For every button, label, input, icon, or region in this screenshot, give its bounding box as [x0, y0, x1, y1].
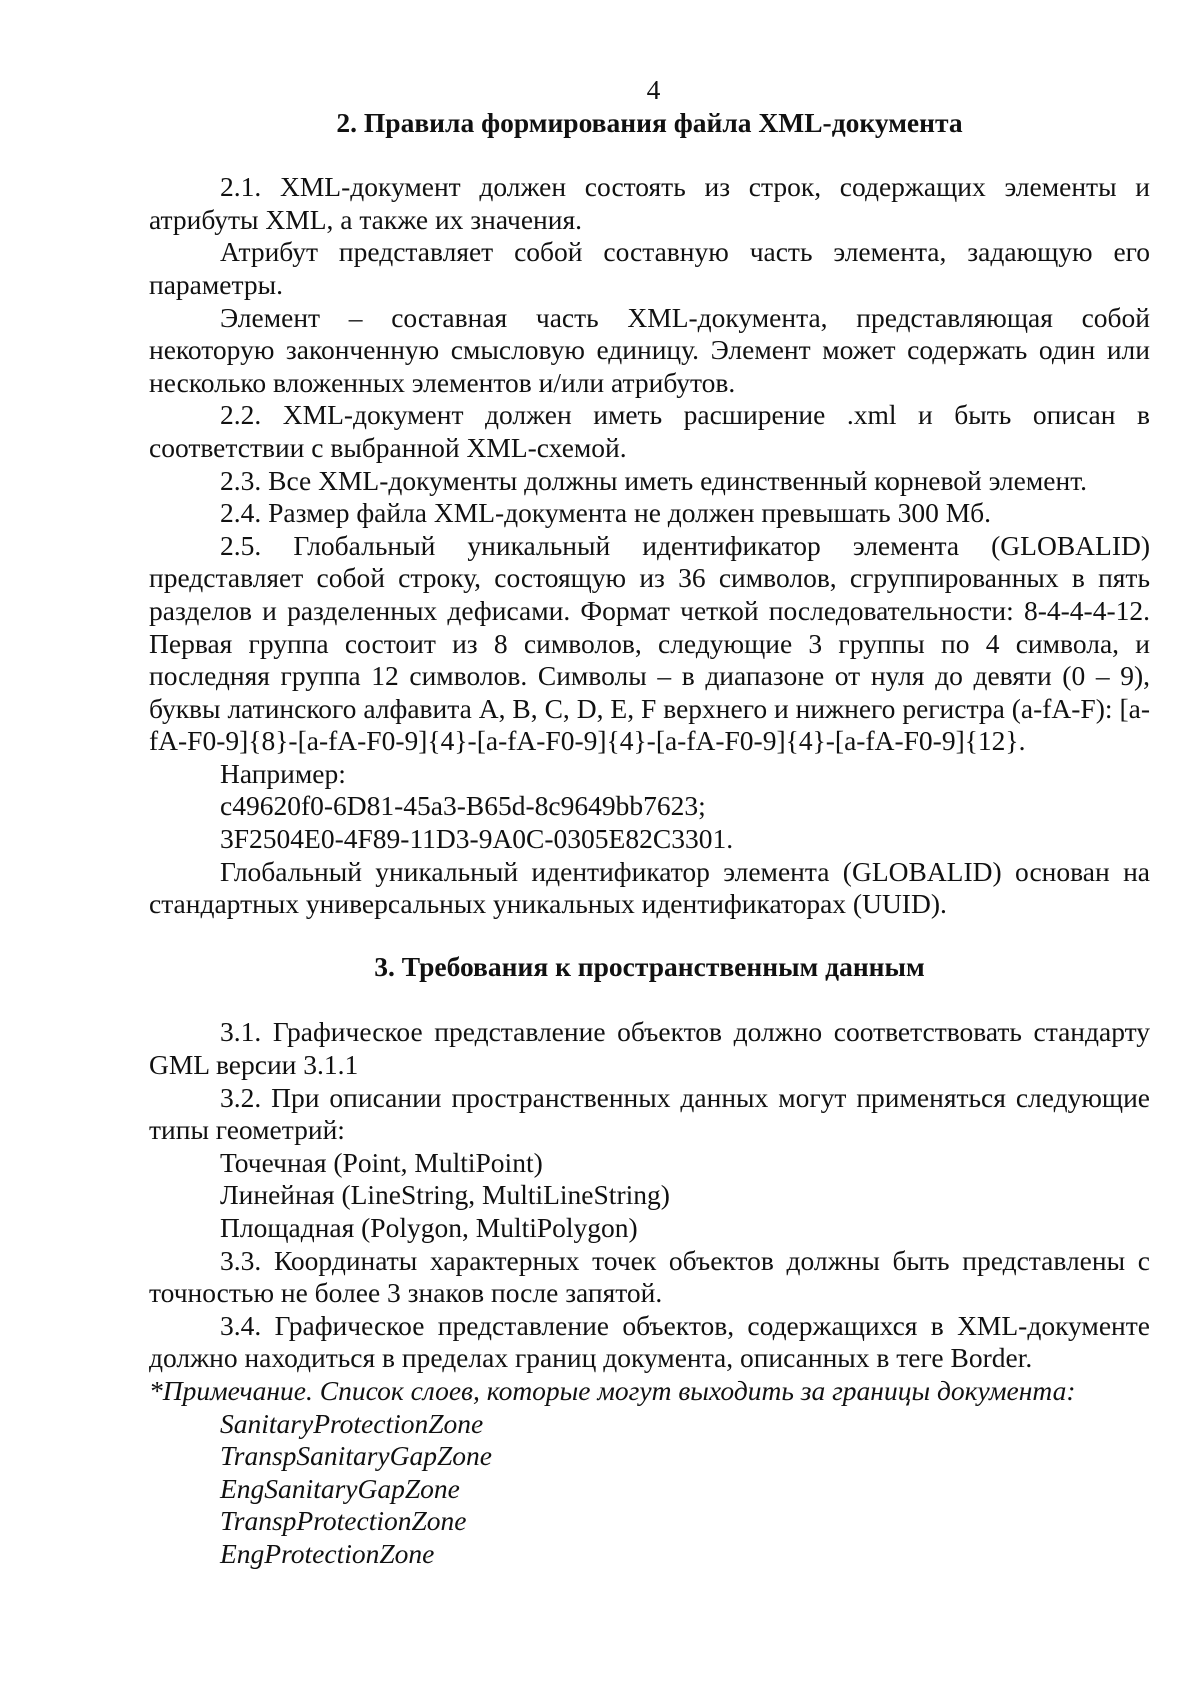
example-guid-2: 3F2504E0-4F89-11D3-9A0C-0305E82C3301.	[220, 823, 734, 855]
paragraph-3-4: 3.4. Графическое представление объектов, содержащихся в XML-документе должно находиться в пределах границ документа, описанных в теге Border.	[149, 1309, 1150, 1374]
paragraph-3-3: 3.3. Координаты характерных точек объектов должны быть представлены с точностью не более 3 знаков после запятой.	[149, 1244, 1150, 1309]
paragraph-2-3: 2.3. Все XML-документы должны иметь единственный корневой элемент.	[220, 464, 1088, 496]
paragraph-2-2: 2.2. XML-документ должен иметь расширение .xml и быть описан в соответствии с выбранной XML-схемой.	[149, 399, 1150, 463]
layer-name: EngSanitaryGapZone	[220, 1472, 460, 1504]
example-label: Например:	[220, 757, 346, 789]
page-content	[149, 74, 1150, 1571]
paragraph-element-definition: Элемент – составная часть XML-документа, представляющая собой некоторую законченную смысловую единицу. Элемент может содержать один или несколько вложенных элементов и/или атрибутов.	[149, 301, 1150, 398]
paragraph-2-4: 2.4. Размер файла XML-документа не должен превышать 300 Мб.	[220, 497, 992, 529]
paragraph-attribute-definition: Атрибут представляет собой составную часть элемента, задающую его параметры.	[149, 236, 1150, 300]
layer-name: TranspSanitaryGapZone	[220, 1440, 492, 1472]
section-3-heading: 3. Требования к пространственным данным	[374, 950, 925, 982]
page-number: 4	[646, 74, 661, 105]
example-guid-1: c49620f0-6D81-45a3-B65d-8c9649bb7623;	[220, 790, 706, 822]
paragraph-2-5: 2.5. Глобальный уникальный идентификатор элемента (GLOBALID) представляет собой строку, состоящую из 36 символов, сгруппированных в пять разделов и разделенных дефисами. Формат четкой последовательности: 8-4-4-4-12. Первая группа состоит из 8 символов, следующие 3 группы по 4 символа, и последняя группа 12 символов. Символы – в диапазоне от нуля до девяти (0 – 9), буквы латинского алфавита A, B, C, D, E, F верхнего и нижнего регистра (a-fA-F): [a-fA-F0-9]{8}-[a-fA-F0-9]{4}-[a-fA-F0-9]{4}-[a-fA-F0-9]{4}-[a-fA-F0-9]{12}.	[149, 529, 1150, 757]
paragraph-3-2: 3.2. При описании пространственных данных могут применяться следующие типы геометрий:	[149, 1081, 1150, 1146]
layer-name: TranspProtectionZone	[220, 1505, 467, 1537]
geometry-type: Точечная (Point, MultiPoint)	[220, 1146, 543, 1178]
geometry-type: Линейная (LineString, MultiLineString)	[220, 1179, 670, 1211]
note: *Примечание. Список слоев, которые могут выходить за границы документа:	[149, 1374, 1076, 1406]
geometry-type: Площадная (Polygon, MultiPolygon)	[220, 1212, 638, 1243]
layer-name: EngProtectionZone	[220, 1537, 435, 1569]
layer-name: SanitaryProtectionZone	[220, 1407, 484, 1439]
paragraph-uuid: Глобальный уникальный идентификатор элемента (GLOBALID) основан на стандартных универсальных уникальных идентификаторах (UUID).	[149, 855, 1150, 920]
paragraph-2-1: 2.1. XML-документ должен состоять из строк, содержащих элементы и атрибуты XML, а также их значения.	[149, 171, 1150, 235]
section-2-heading: 2. Правила формирования файла XML-документа	[336, 106, 963, 138]
paragraph-3-1: 3.1. Графическое представление объектов должно соответствовать стандарту GML версии 3.1.1	[149, 1016, 1150, 1081]
